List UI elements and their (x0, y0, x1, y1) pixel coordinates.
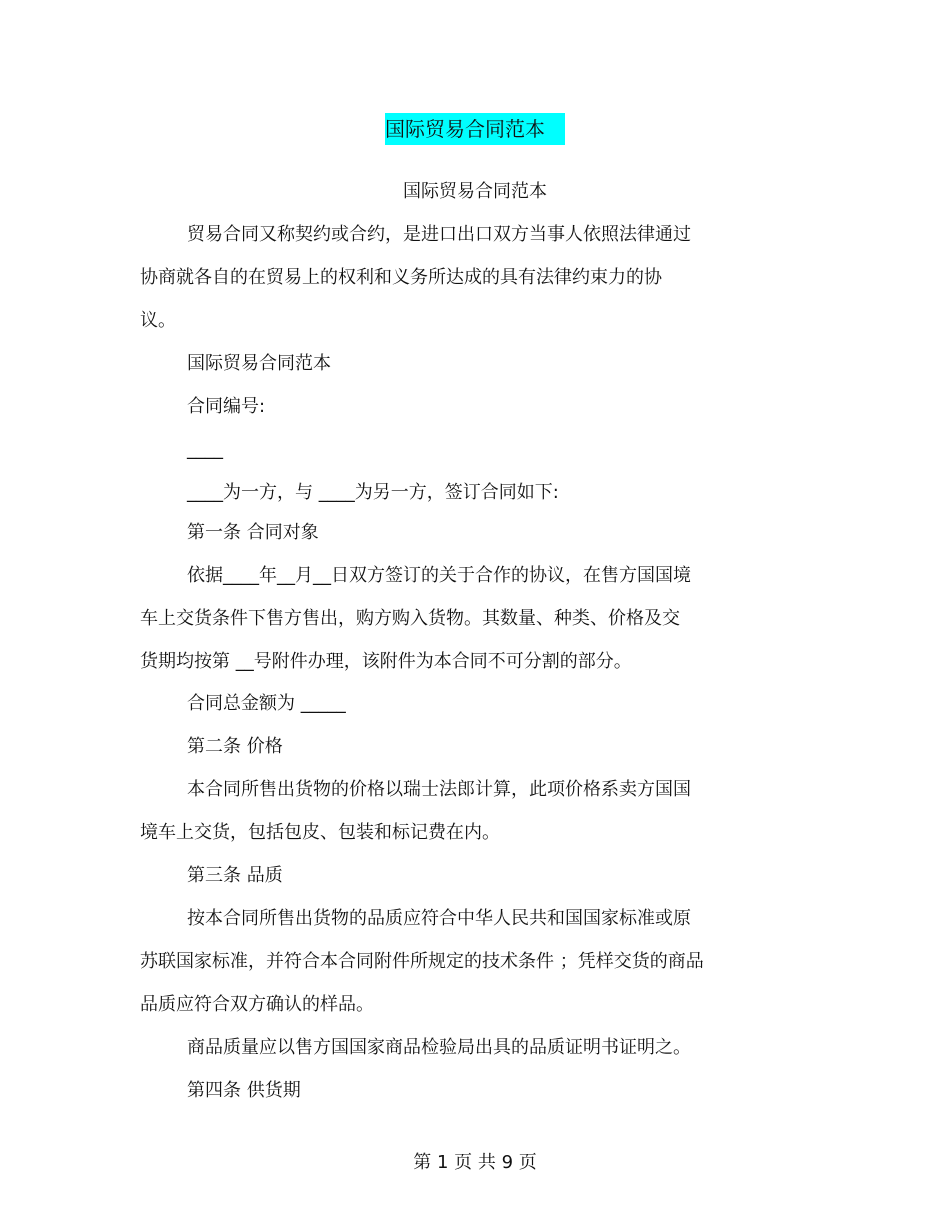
article-heading: 第二条 价格 (187, 736, 283, 757)
paragraph-line: 商品质量应以售方国国家商品检验局出具的品质证明书证明之。 (187, 1037, 691, 1058)
paragraph-line: 境车上交货，包括包皮、包装和标记费在内。 (140, 822, 500, 843)
document-title-container (0, 113, 950, 145)
article-heading: 第一条 合同对象 (187, 522, 319, 543)
paragraph-line: 依据____年__月__日双方签订的关于合作的协议，在售方国国境 (187, 565, 691, 586)
paragraph-line: 货期均按第 __号附件办理，该附件为本合同不可分割的部分。 (140, 651, 632, 672)
paragraph-line: 按本合同所售出货物的品质应符合中华人民共和国国家标准或原 (187, 908, 691, 929)
page-footer: 第 1 页 共 9 页 (413, 1152, 537, 1173)
article-heading: 第四条 供货期 (187, 1080, 301, 1101)
contract-number-label: 合同编号: (187, 396, 266, 417)
paragraph-line: 本合同所售出货物的价格以瑞士法郎计算，此项价格系卖方国国 (187, 779, 691, 800)
document-subtitle: 国际贸易合同范本 (403, 181, 547, 202)
blank-line: ____ (187, 439, 223, 460)
paragraph-line: 贸易合同又称契约或合约，是进口出口双方当事人依照法律通过 (187, 224, 691, 245)
section-heading: 国际贸易合同范本 (187, 353, 331, 374)
parties-line: ____为一方，与 ____为另一方，签订合同如下: (187, 482, 559, 503)
paragraph-line: 协商就各自的在贸易上的权利和义务所达成的具有法律约束力的协 (140, 267, 662, 288)
document-title: 国际贸易合同范本 (385, 113, 565, 145)
paragraph-line: 品质应符合双方确认的样品。 (140, 994, 374, 1015)
paragraph-line: 车上交货条件下售方售出，购方购入货物。其数量、种类、价格及交 (140, 608, 680, 629)
paragraph-line: 议。 (140, 310, 176, 331)
paragraph-line: 苏联国家标准，并符合本合同附件所规定的技术条件 ；凭样交货的商品 (140, 951, 704, 972)
total-amount-line: 合同总金额为 _____ (187, 693, 346, 714)
article-heading: 第三条 品质 (187, 865, 283, 886)
